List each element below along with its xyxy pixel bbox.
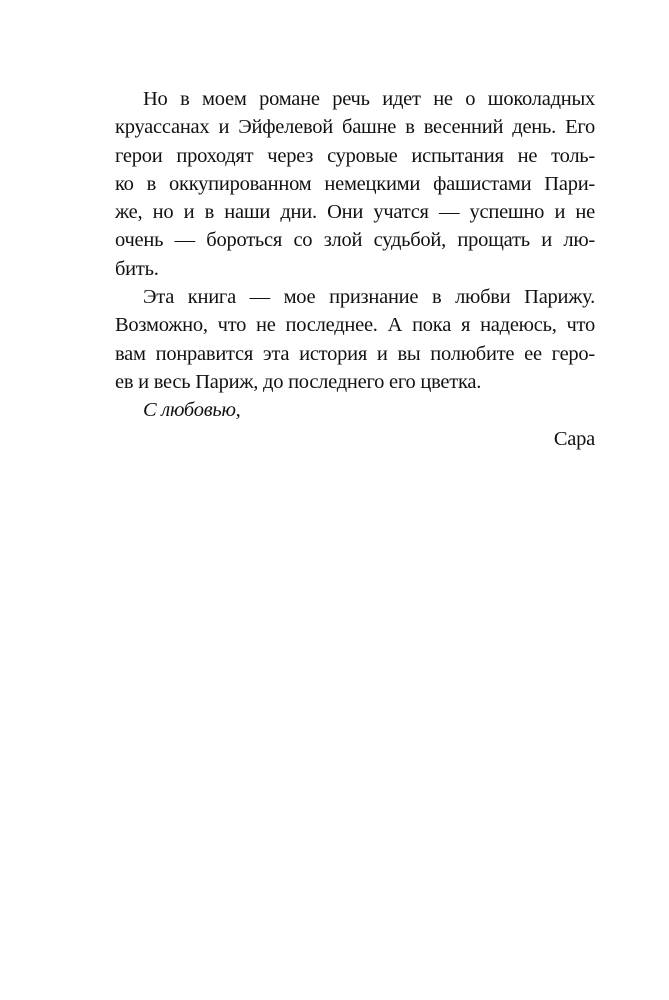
paragraph-1	[115, 85, 595, 283]
paragraph-1-line: Но в моем романе речь идет не о шоколадных	[143, 88, 595, 110]
paragraph-2-line: ев и весь Париж, до последнего его цветка.	[115, 370, 482, 393]
paragraph-2	[115, 283, 595, 396]
paragraph-2-line: Эта книга — мое признание в любви Парижу.	[143, 286, 595, 309]
paragraph-2-line: Возможно, что не последнее. А пока я надеюсь, что	[115, 314, 595, 337]
paragraph-1-line: бить.	[115, 257, 159, 280]
paragraph-1-line: же, но и в наши дни. Они учатся — успешно и не	[115, 201, 595, 224]
paragraph-1-line: очень — бороться со злой судьбой, прощать и лю-	[115, 229, 595, 252]
paragraph-1-line: герои проходят через суровые испытания не толь-	[115, 144, 595, 167]
paragraph-1-line: круассанах и Эйфелевой башне в весенний день. Его	[115, 116, 595, 139]
paragraph-2-line: вам понравится эта история и вы полюбите ее геро-	[115, 342, 595, 365]
text-block	[115, 85, 595, 453]
paragraph-1-line: ко в оккупированном немецкими фашистами Пари-	[115, 172, 595, 195]
closing-salutation: С любовью,	[143, 399, 241, 422]
author-signature: Сара	[553, 427, 595, 450]
